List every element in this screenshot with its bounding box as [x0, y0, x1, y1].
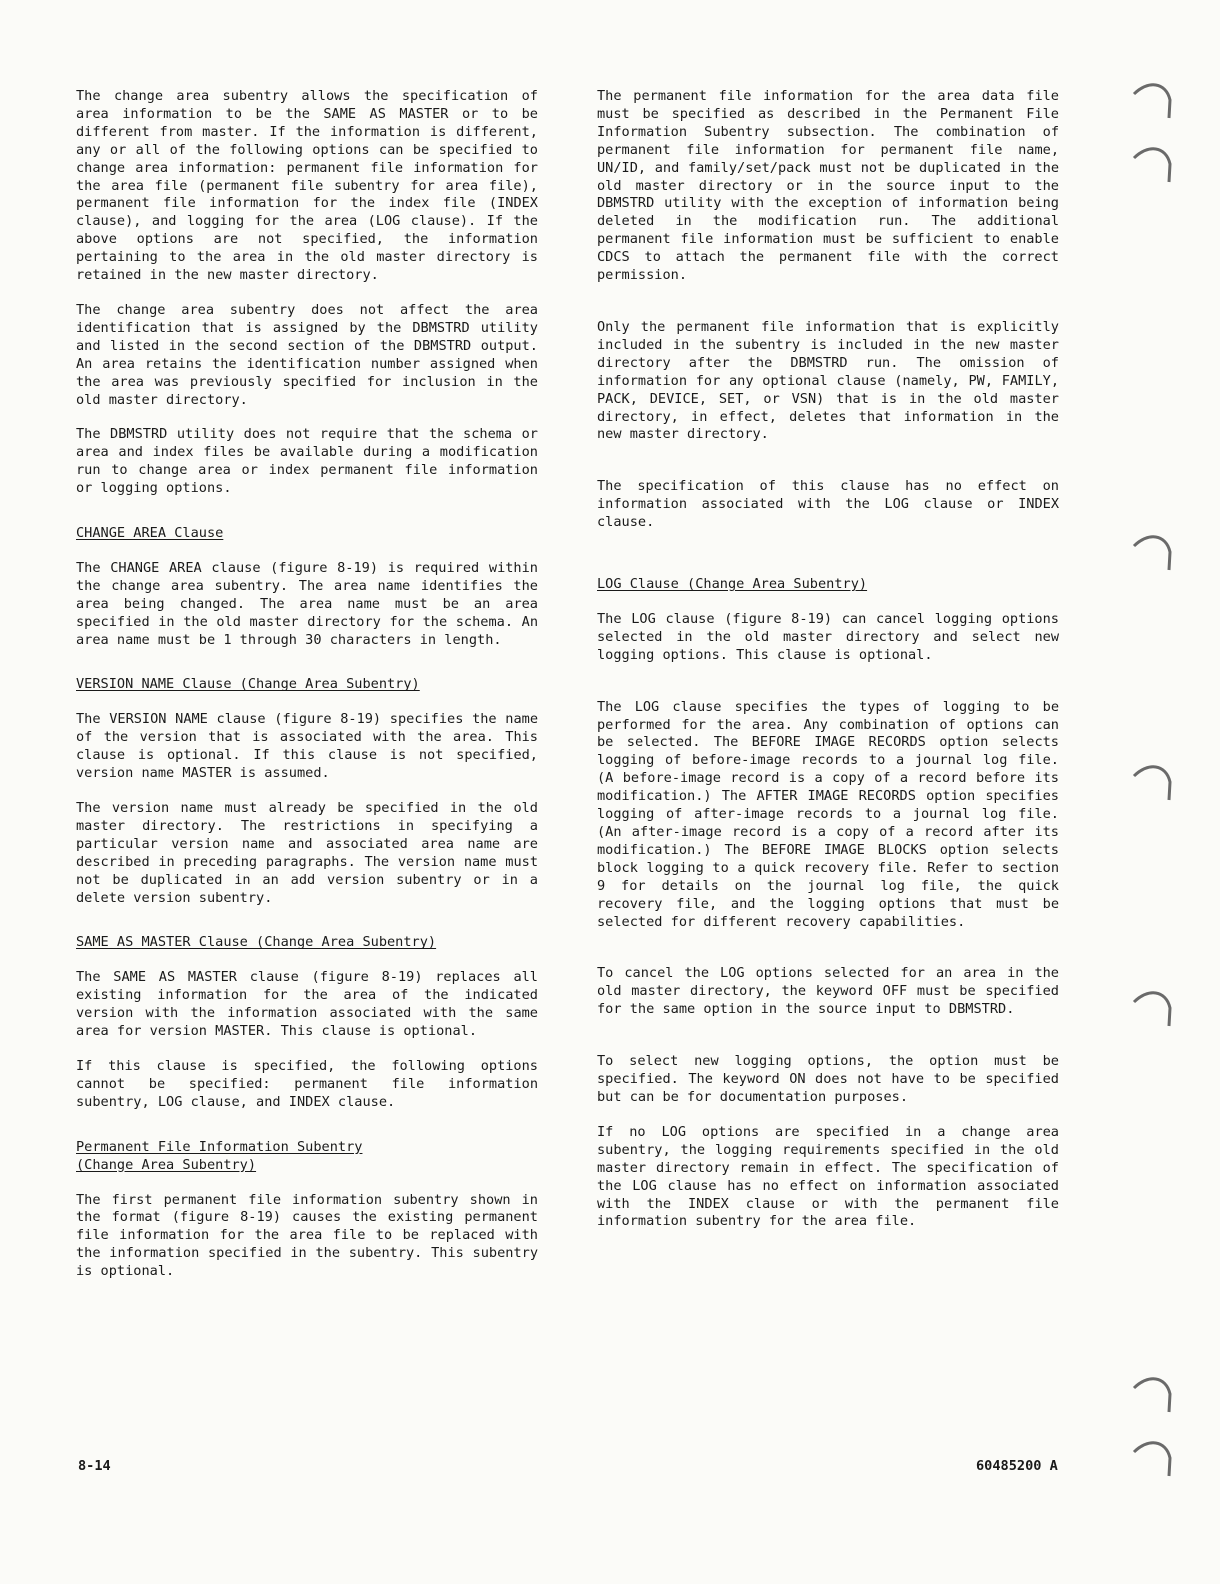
page-number: 8-14 [78, 1458, 111, 1474]
paragraph-cancel-log: To cancel the LOG options selected for an area in the old master directory, the keyword OFF must be specified for the same option in the source input to DBMSTRD. [597, 965, 1059, 1018]
paragraph-clause-effect: The specification of this clause has no effect on information associated with the LOG clause or INDEX clause. [597, 478, 1059, 531]
paragraph-version-name-clause: The VERSION NAME clause (figure 8-19) specifies the name of the version that is associated with the area. This clause is optional. If this clause is not specified, version name MASTER is assumed. [76, 711, 538, 782]
binding-mark-icon [1130, 1372, 1176, 1416]
paragraph-no-log-options: If no LOG options are specified in a change area subentry, the logging requirements specified in the old master directory remain in effect. The specification of the LOG clause has no effect on information associated with the INDEX clause or with the permanent file information subentry for the area file. [597, 1123, 1059, 1230]
paragraph-same-as-master-options: If this clause is specified, the following options cannot be specified: permanent file information subentry, LOG clause, and INDEX clause. [76, 1057, 538, 1110]
paragraph-same-as-master-clause: The SAME AS MASTER clause (figure 8-19) replaces all existing information for the area of the indicated version with the information associated with the same area for version MASTER. This clause is optional. [76, 969, 538, 1040]
paragraph-log-clause: The LOG clause (figure 8-19) can cancel logging options selected in the old master directory and select new logging options. This clause is optional. [597, 610, 1059, 663]
left-column [76, 88, 538, 1298]
right-column [597, 88, 1059, 1248]
paragraph-version-name-restrictions: The version name must already be specified in the old master directory. The restrictions in specifying a particular version name and associated area name are described in preceding paragraphs. The version name must not be duplicated in an add version subentry or in a delete version subentry. [76, 800, 538, 906]
binding-mark-icon [1130, 530, 1176, 574]
paragraph-change-area-intro: The change area subentry allows the specification of area information to be the SAME AS MASTER or to be different from master. If the information is different, any or all of the following options can be specified to change area information: permanent file information for the area file (permanent file subentry for area file), permanent file information for the index file (INDEX clause), and logging for the area (LOG clause). If the above options are not specified, the information pertaining to the area in the old master directory is retained in the new master directory. [76, 88, 538, 284]
heading-log-clause: LOG Clause (Change Area Subentry) [597, 576, 868, 593]
paragraph-select-log: To select new logging options, the option must be specified. The keyword ON does not have to be specified but can be for documentation purposes. [597, 1053, 1059, 1105]
paragraph-permanent-file-subentry: The first permanent file information subentry shown in the format (figure 8-19) causes the existing permanent file information for the area file to be replaced with the information specified in the subentry. This subentry is optional. [76, 1191, 538, 1280]
binding-mark-icon [1130, 986, 1176, 1030]
heading-version-name-clause: VERSION NAME Clause (Change Area Subentry) [76, 676, 420, 693]
binding-mark-icon [1130, 1436, 1176, 1480]
heading-permanent-file-subentry: Permanent File Information Subentry (Change Area Subentry) [76, 1138, 363, 1173]
binding-mark-icon [1130, 78, 1176, 122]
heading-same-as-master-clause: SAME AS MASTER Clause (Change Area Subentry) [76, 934, 437, 951]
paragraph-area-identification: The change area subentry does not affect the area identification that is assigned by the DBMSTRD utility and listed in the second section of the DBMSTRD output. An area retains the identification number assigned when the area was previously specified for inclusion in the old master directory. [76, 301, 538, 408]
binding-mark-icon [1130, 142, 1176, 186]
paragraph-log-types: The LOG clause specifies the types of logging to be performed for the area. Any combination of options can be selected. The BEFORE IMAGE RECORDS option selects logging of before-image records to a journal log file. (A before-image record is a copy of a record before its modification.) The AFTER IMAGE RECORDS option specifies logging of after-image records to a journal log file. (An after-image record is a copy of a record after its modification.) The BEFORE IMAGE BLOCKS option selects block logging to a quick recovery file. Refer to section 9 for details on the journal log file, the quick recovery file, and the logging options that must be selected for different recovery capabilities. [597, 698, 1059, 930]
paragraph-explicit-info: Only the permanent file information that is explicitly included in the subentry is included in the new master directory after the DBMSTRD run. The omission of information for any optional clause (namely, PW, FAMILY, PACK, DEVICE, SET, or VSN) that is in the old master directory, in effect, deletes that information in the new master directory. [597, 318, 1059, 443]
binding-mark-icon [1130, 760, 1176, 804]
document-number: 60485200 A [976, 1458, 1058, 1474]
paragraph-utility-requirements: The DBMSTRD utility does not require that the schema or area and index files be available during a modification run to change area or index permanent file information or logging options. [76, 426, 538, 497]
heading-change-area-clause: CHANGE AREA Clause [76, 525, 224, 542]
paragraph-permanent-file-info: The permanent file information for the area data file must be specified as described in the Permanent File Information Subentry subsection. The combination of permanent file information for permanent file name, UN/ID, and family/set/pack must not be duplicated in the old master directory or in the source input to the DBMSTRD utility with the exception of information being deleted in the modification run. The additional permanent file information must be sufficient to enable CDCS to attach the permanent file with the correct permission. [597, 88, 1059, 284]
paragraph-change-area-clause: The CHANGE AREA clause (figure 8-19) is required within the change area subentry. The area name identifies the area being changed. The area name must be an area specified in the old master directory for the schema. An area name must be 1 through 30 characters in length. [76, 559, 538, 648]
